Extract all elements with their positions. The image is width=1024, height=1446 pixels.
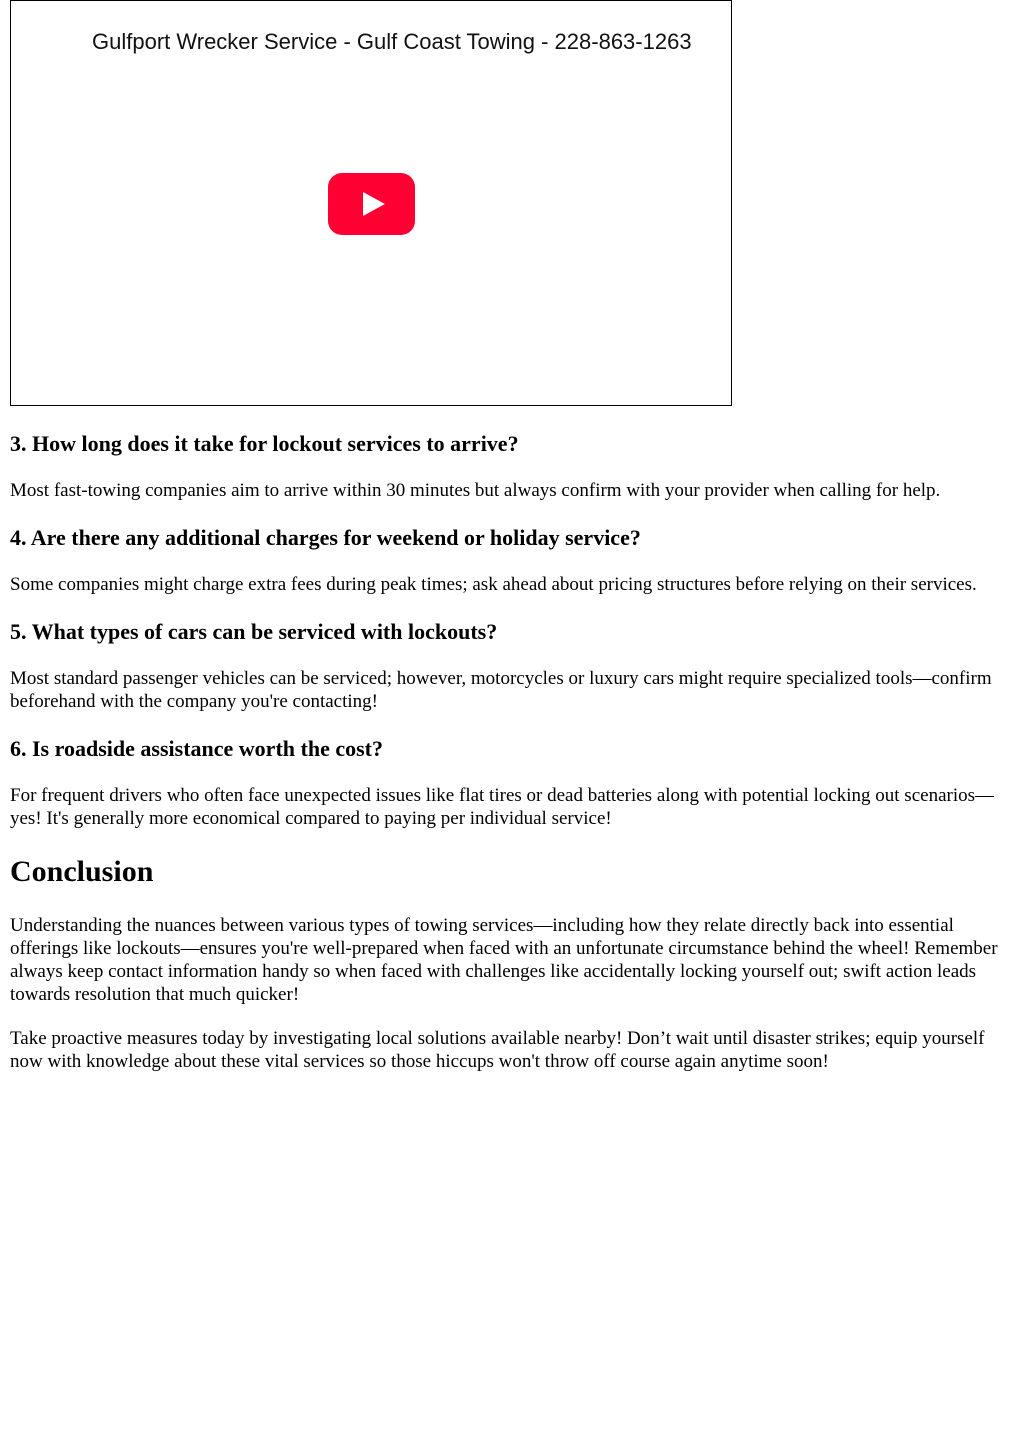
faq-question-4: 4. Are there any additional charges for weekend or holiday service? [10,525,641,550]
video-title[interactable]: Gulfport Wrecker Service - Gulf Coast Towing - 228-863-1263 [92,29,692,54]
faq-question-3: 3. How long does it take for lockout services to arrive? [10,431,519,456]
article-content [10,429,1014,1073]
conclusion-paragraph-1: Understanding the nuances between various types of towing services—including how they relate directly back into essential offerings like lockouts—ensures you're well-prepared when faced with an unfortunate circumstance behind the wheel! Remember always keep contact information handy so when faced with challenges like accidentally locking yourself out; swift action leads towards resolution that much quicker! [10,915,998,1005]
faq-answer-6: For frequent drivers who often face unexpected issues like flat tires or dead batteries along with potential locking out scenarios—yes! It's generally more economical compared to paying per individual service! [10,785,995,829]
conclusion-paragraph-2: Take proactive measures today by investigating local solutions available nearby! Don’t wait until disaster strikes; equip yourself now with knowledge about these vital services so those hiccups won't throw off course again anytime soon! [10,1028,985,1072]
conclusion-heading: Conclusion [10,855,154,888]
faq-question-5: 5. What types of cars can be serviced with lockouts? [10,619,498,644]
faq-answer-3: Most fast-towing companies aim to arrive within 30 minutes but always confirm with your provider when calling for help. [10,480,941,501]
faq-answer-5: Most standard passenger vehicles can be serviced; however, motorcycles or luxury cars might require specialized tools—confirm beforehand with the company you're contacting! [10,668,992,712]
faq-answer-4: Some companies might charge extra fees during peak times; ask ahead about pricing structures before relying on their services. [10,574,977,595]
video-embed[interactable] [10,0,732,406]
play-button[interactable] [328,173,415,235]
play-icon [363,192,385,216]
faq-question-6: 6. Is roadside assistance worth the cost? [10,736,383,761]
